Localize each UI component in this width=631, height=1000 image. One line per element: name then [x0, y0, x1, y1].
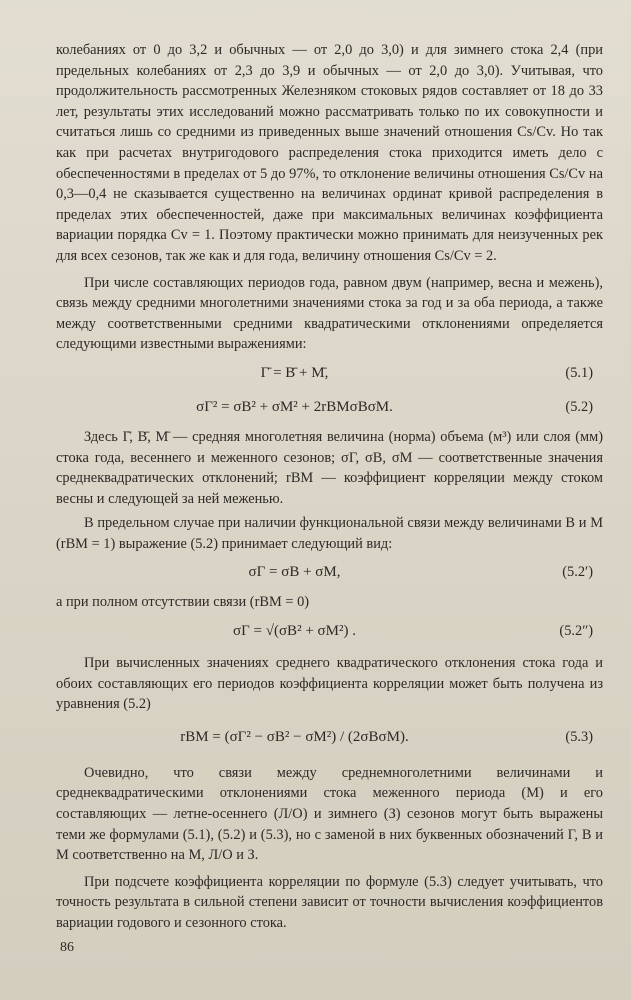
paragraph-8: При подсчете коэффициента корреляции по формуле (5.3) следует учитывать, что точность результата в сильной степени зависит от точности вычисления коэффициентов вариации годового и сезонного стока.: [56, 873, 603, 931]
equation-body: σГ = √(σВ² + σМ²) .: [233, 623, 356, 640]
equation-5-2-double-prime: [56, 617, 603, 647]
equation-body: σГ = σВ + σМ,: [248, 564, 341, 581]
equation-5-2-prime: [56, 558, 603, 588]
paragraph-1: колебаниях от 0 до 3,2 и обычных — от 2,0 до 3,0) и для зимнего стока 2,4 (при предельных колебаниях от 2,3 до 3,9 и обычных — от 2,0 до 3,0). Учитывая, что продолжительность рассмотренных Железняком стоковых рядов составляет от 18 до 33 лет, результаты этих исследований можно рассматривать только по их совокупности и считаться лишь со средними из приведенных выше значений отношения Cs/Cv. Но так как при расчетах внутригодового распределения стока приходится иметь дело с обеспеченностями в пределах от 5 до 97%, то отклонение величины отношения Cs/Cv на 0,3—0,4 не сказывается существенно на величинах ординат кривой распределения в пределах этих обеспеченностей, даже при максимальных величинах коэффициента вариации порядка Cv = 1. Поэтому практически можно принимать для неизученных рек для всех сезонов, так же как и для года, величину отношения Cs/Cv = 2.: [56, 42, 603, 264]
equation-body: Г̄ = В̄ + М̄,: [260, 364, 329, 381]
equation-5-1: [56, 359, 603, 389]
paragraph-6: При вычисленных значениях среднего квадратического отклонения стока года и обоих составляющих его периодов коэффициента корреляции может быть получена из уравнения (5.2): [56, 655, 603, 713]
paragraph-3: Здесь Г̄, В̄, М̄ — средняя многолетняя величина (норма) объема (м³) или слоя (мм) стока года, весеннего и меженного сезонов; σГ, σВ, σМ — соответственные значения среднеквадратических отклонений; rВМ — коэффициент корреляции между стоком весны и следующей за ней меженью.: [56, 428, 603, 507]
page-number: 86: [60, 940, 74, 955]
equation-number: (5.2): [565, 398, 593, 415]
equation-number: (5.2″): [559, 623, 593, 640]
equation-body: σГ² = σВ² + σМ² + 2rВМσВσМ.: [196, 398, 393, 415]
equation-body: rВМ = (σГ² − σВ² − σМ²) / (2σВσМ).: [180, 728, 409, 745]
equation-5-2: [56, 393, 603, 423]
equation-number: (5.2′): [562, 564, 593, 581]
equation-number: (5.1): [565, 364, 593, 381]
equation-5-3: [56, 719, 603, 757]
paragraph-4: В предельном случае при наличии функциональной связи между величинами В и М (rВМ = 1) выражение (5.2) принимает следующий вид:: [56, 515, 603, 552]
paragraph-7: Очевидно, что связи между среднемноголетними величинами и среднеквадратическими отклонениями стока меженного периода (М) и его составляющих — летне-осеннего (Л/О) и зимнего (З) сезонов могут быть выражены теми же формулами (5.1), (5.2) и (5.3), но с заменой в них буквенных обозначений Г, В и М соответственно на М, Л/О и З.: [56, 764, 603, 864]
paragraph-2: При числе составляющих периодов года, равном двум (например, весна и межень), связь между средними многолетними значениями стока за год и за оба периода, а также между соответственными средними квадратическими отклонениями определяется следующими известными выражениями:: [56, 274, 603, 353]
equation-number: (5.3): [565, 728, 593, 745]
paragraph-5: а при полном отсутствии связи (rВМ = 0): [56, 594, 310, 611]
